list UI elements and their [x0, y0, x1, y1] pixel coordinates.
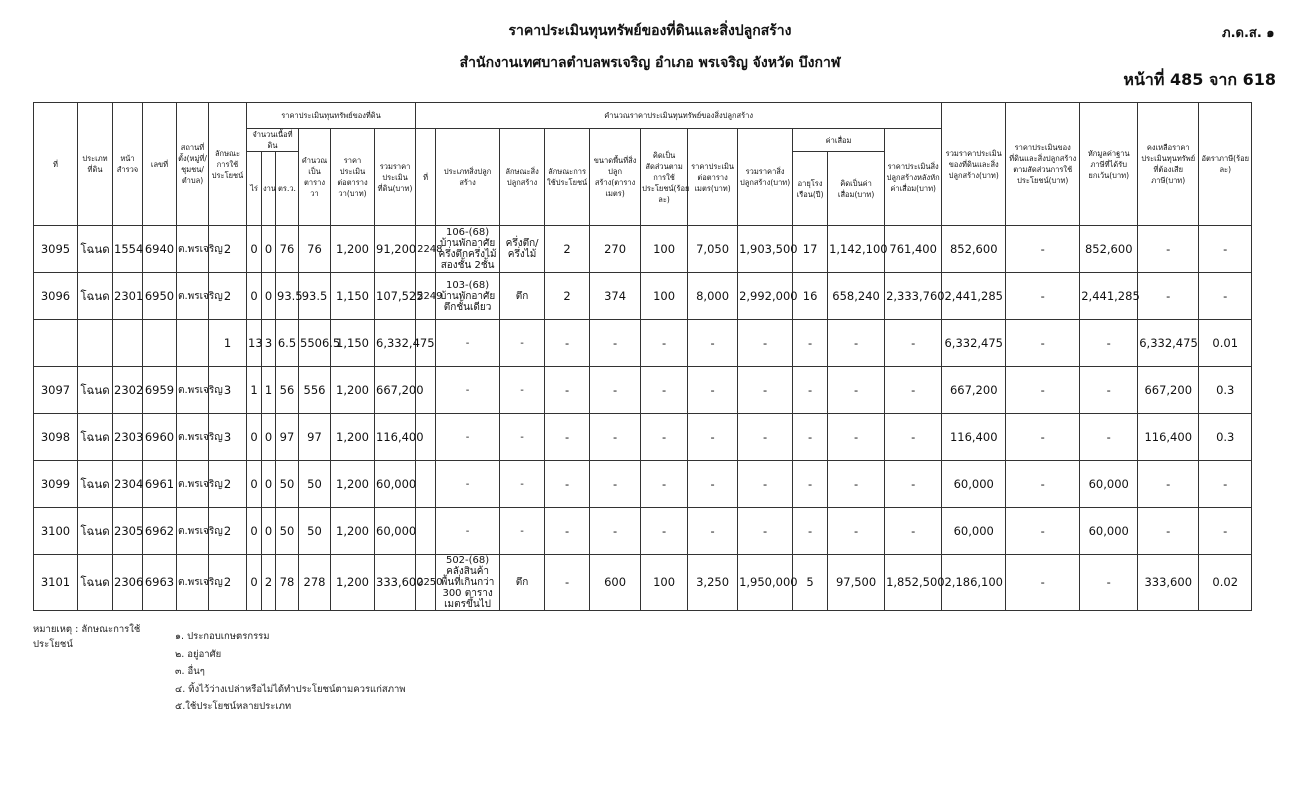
cell-bld-total: - — [738, 367, 793, 414]
cell-survey-page: 2301 — [113, 273, 143, 320]
cell-calc-wa: 5506.5 — [299, 320, 331, 367]
col-dep-amount: คิดเป็นค่าเสื่อม(บาท) — [828, 152, 885, 226]
cell-usage: 2 — [209, 461, 247, 508]
cell-dep-amount: - — [828, 508, 885, 555]
cell-doc-no: 6940 — [143, 226, 177, 273]
cell-bld-age: - — [793, 508, 828, 555]
cell-grand-total: 60,000 — [942, 508, 1006, 555]
cell-rai: 1 — [247, 367, 262, 414]
col-bld-age: อายุโรงเรือน(ปี) — [793, 152, 828, 226]
col-bld-usage: ลักษณะการใช้ประโยชน์ — [545, 129, 590, 226]
cell-rai: 0 — [247, 226, 262, 273]
table-row — [34, 367, 1299, 414]
cell-share-value: - — [1006, 461, 1080, 508]
cell-exempt: 60,000 — [1080, 461, 1138, 508]
cell-location: ต.พรเจริญ — [177, 461, 209, 508]
cell-share-value: - — [1006, 320, 1080, 367]
cell-grand-total: 852,600 — [942, 226, 1006, 273]
cell-rai: 0 — [247, 461, 262, 508]
cell-rai: 0 — [247, 508, 262, 555]
cell-doc-type: โฉนด — [78, 273, 113, 320]
cell-bld-kind: ตึก — [500, 273, 545, 320]
cell-exempt: 852,600 — [1080, 226, 1138, 273]
cell-no: 3097 — [34, 367, 78, 414]
col-doc-no: เลขที่ — [143, 103, 177, 226]
cell-land-total: 667,200 — [375, 367, 416, 414]
cell-land-total: 6,332,475 — [375, 320, 416, 367]
cell-dep-amount: - — [828, 414, 885, 461]
col-share-value: ราคาประเมินของที่ดินและสิ่งปลูกสร้างตามสัดส่วนการใช้ประโยชน์(บาท) — [1006, 103, 1080, 226]
col-bld-net: ราคาประเมินสิ่งปลูกสร้างหลังหักค่าเสื่อม(บาท) — [885, 129, 942, 226]
cell-grand-total: 116,400 — [942, 414, 1006, 461]
cell-bld-total: 1,903,500 — [738, 226, 793, 273]
cell-land-total: 333,600 — [375, 555, 416, 611]
cell-usage: 2 — [209, 273, 247, 320]
col-survey-page: หน้าสำรวจ — [113, 103, 143, 226]
cell-bld-usage: - — [545, 367, 590, 414]
cell-usage: 2 — [209, 555, 247, 611]
col-bld-kind: ลักษณะสิ่งปลูกสร้าง — [500, 129, 545, 226]
cell-no — [34, 320, 78, 367]
cell-taxable: - — [1138, 508, 1199, 555]
cell-land-total: 107,525 — [375, 273, 416, 320]
cell-doc-no — [143, 320, 177, 367]
cell-tax-rate: - — [1199, 461, 1252, 508]
cell-bld-no — [416, 508, 436, 555]
cell-bld-type: - — [436, 461, 500, 508]
col-bld-total: รวมราคาสิ่งปลูกสร้าง(บาท) — [738, 129, 793, 226]
cell-no: 3095 — [34, 226, 78, 273]
cell-doc-no: 6960 — [143, 414, 177, 461]
cell-bld-age: - — [793, 367, 828, 414]
cell-bld-usage: - — [545, 461, 590, 508]
group-land: ราคาประเมินทุนทรัพย์ของที่ดิน — [247, 103, 416, 129]
cell-price-per-wa: 1,200 — [331, 367, 375, 414]
col-grand-total: รวมราคาประเมินของที่ดินและสิ่งปลูกสร้าง(บาท) — [942, 103, 1006, 226]
cell-bld-kind: - — [500, 320, 545, 367]
col-bld-area: ขนาดพื้นที่สิ่งปลูกสร้าง(ตารางเมตร) — [590, 129, 641, 226]
cell-grand-total: 2,186,100 — [942, 555, 1006, 611]
col-location: สถานที่ตั้ง(หมู่ที่/ชุมชน/ตำบล) — [177, 103, 209, 226]
cell-tax-rate: - — [1199, 273, 1252, 320]
cell-dep-amount: - — [828, 320, 885, 367]
cell-bld-type: 502-(68) คลังสินค้า พื้นที่เกินกว่า 300 ตารางเมตรขึ้นไป — [436, 555, 500, 611]
note-item: ๕.ใช้ประโยชน์หลายประเภท — [175, 701, 292, 713]
cell-doc-type: โฉนด — [78, 508, 113, 555]
cell-bld-type: - — [436, 367, 500, 414]
table-row — [34, 320, 1299, 367]
cell-location: ต.พรเจริญ — [177, 226, 209, 273]
cell-ngan: 1 — [262, 367, 276, 414]
col-land-total: รวมราคาประเมินที่ดิน(บาท) — [375, 129, 416, 226]
cell-calc-wa: 93.5 — [299, 273, 331, 320]
cell-rai: 0 — [247, 273, 262, 320]
table-row — [34, 273, 1299, 320]
col-tax-rate: อัตราภาษี(ร้อยละ) — [1199, 103, 1252, 226]
cell-usage: 1 — [209, 320, 247, 367]
cell-survey-page: 2303 — [113, 414, 143, 461]
cell-bld-no: 2248 — [416, 226, 436, 273]
table-row — [34, 555, 1299, 611]
cell-dep-amount: 1,142,100 — [828, 226, 885, 273]
cell-land-total: 91,200 — [375, 226, 416, 273]
cell-doc-no: 6959 — [143, 367, 177, 414]
col-taxable: คงเหลือราคาประเมินทุนทรัพย์ที่ต้องเสียภาษี(บาท) — [1138, 103, 1199, 226]
cell-bld-net: - — [885, 414, 942, 461]
col-no: ที่ — [34, 103, 78, 226]
cell-bld-area: 270 — [590, 226, 641, 273]
cell-bld-kind: - — [500, 508, 545, 555]
cell-bld-total: - — [738, 414, 793, 461]
cell-bld-age: 17 — [793, 226, 828, 273]
cell-ngan: 0 — [262, 461, 276, 508]
cell-ngan: 0 — [262, 273, 276, 320]
cell-share-value: - — [1006, 555, 1080, 611]
cell-no: 3100 — [34, 508, 78, 555]
cell-bld-usage: 2 — [545, 273, 590, 320]
office-title: สำนักงานเทศบาลตำบลพรเจริญ อำเภอ พรเจริญ จังหวัด บึงกาฬ — [459, 55, 841, 71]
cell-bld-kind: - — [500, 414, 545, 461]
cell-taxable: - — [1138, 273, 1199, 320]
cell-bld-pct: - — [641, 320, 688, 367]
cell-wa: 50 — [276, 461, 299, 508]
cell-calc-wa: 50 — [299, 508, 331, 555]
cell-land-total: 116,400 — [375, 414, 416, 461]
cell-bld-net: 761,400 — [885, 226, 942, 273]
cell-no: 3098 — [34, 414, 78, 461]
cell-price-per-wa: 1,150 — [331, 273, 375, 320]
col-wa: ตร.ว. — [276, 152, 299, 226]
group-depreciation: ค่าเสื่อม — [793, 129, 885, 152]
cell-survey-page: 2305 — [113, 508, 143, 555]
cell-share-value: - — [1006, 367, 1080, 414]
cell-price-per-wa: 1,200 — [331, 555, 375, 611]
cell-bld-area: - — [590, 320, 641, 367]
note-item: ๒. อยู่อาศัย — [175, 648, 222, 660]
cell-bld-kind: - — [500, 367, 545, 414]
cell-no: 3099 — [34, 461, 78, 508]
col-price-per-wa: ราคาประเมินต่อตารางวา(บาท) — [331, 129, 375, 226]
cell-grand-total: 667,200 — [942, 367, 1006, 414]
cell-taxable: - — [1138, 226, 1199, 273]
table-row — [34, 414, 1299, 461]
cell-price-per-wa: 1,200 — [331, 414, 375, 461]
cell-location: ต.พรเจริญ — [177, 508, 209, 555]
cell-doc-type: โฉนด — [78, 367, 113, 414]
cell-doc-no: 6950 — [143, 273, 177, 320]
cell-bld-kind: - — [500, 461, 545, 508]
cell-calc-wa: 556 — [299, 367, 331, 414]
cell-location: ต.พรเจริญ — [177, 367, 209, 414]
cell-exempt: - — [1080, 367, 1138, 414]
cell-usage: 3 — [209, 367, 247, 414]
cell-bld-kind: ตึก — [500, 555, 545, 611]
cell-bld-net: - — [885, 320, 942, 367]
cell-bld-age: - — [793, 414, 828, 461]
cell-grand-total: 2,441,285 — [942, 273, 1006, 320]
cell-bld-usage: 2 — [545, 226, 590, 273]
cell-bld-total: 1,950,000 — [738, 555, 793, 611]
cell-ngan: 0 — [262, 414, 276, 461]
cell-bld-type: 103-(68) บ้านพักอาศัยตึกชั้นเดียว — [436, 273, 500, 320]
cell-bld-no: 2249 — [416, 273, 436, 320]
col-doc-type: ประเภทที่ดิน — [78, 103, 113, 226]
col-calc-wa: คำนวณเป็นตารางวา — [299, 129, 331, 226]
cell-bld-usage: - — [545, 555, 590, 611]
cell-bld-price-sqm: 3,250 — [688, 555, 738, 611]
cell-price-per-wa: 1,200 — [331, 508, 375, 555]
group-building: คำนวณราคาประเมินทุนทรัพย์ของสิ่งปลูกสร้าง — [416, 103, 942, 129]
cell-calc-wa: 76 — [299, 226, 331, 273]
cell-wa: 50 — [276, 508, 299, 555]
cell-bld-area: 374 — [590, 273, 641, 320]
cell-dep-amount: 97,500 — [828, 555, 885, 611]
cell-bld-total: - — [738, 461, 793, 508]
group-area: จำนวนเนื้อที่ดิน — [247, 129, 299, 152]
cell-bld-usage: - — [545, 414, 590, 461]
cell-bld-pct: - — [641, 367, 688, 414]
cell-tax-rate: 0.3 — [1199, 367, 1252, 414]
cell-bld-price-sqm: 7,050 — [688, 226, 738, 273]
cell-exempt: - — [1080, 320, 1138, 367]
cell-survey-page: 2304 — [113, 461, 143, 508]
cell-doc-type: โฉนด — [78, 226, 113, 273]
assessment-table — [33, 102, 1299, 611]
cell-doc-type — [78, 320, 113, 367]
cell-tax-rate: - — [1199, 508, 1252, 555]
cell-doc-type: โฉนด — [78, 414, 113, 461]
col-bld-pct: คิดเป็นสัดส่วนตามการใช้ประโยชน์(ร้อยละ) — [641, 129, 688, 226]
cell-bld-price-sqm: - — [688, 367, 738, 414]
cell-bld-type: - — [436, 508, 500, 555]
cell-taxable: 333,600 — [1138, 555, 1199, 611]
cell-ngan: 3 — [262, 320, 276, 367]
cell-wa: 56 — [276, 367, 299, 414]
cell-bld-net: - — [885, 508, 942, 555]
table-body — [34, 226, 1299, 611]
table-row — [34, 226, 1299, 273]
cell-wa: 6.5 — [276, 320, 299, 367]
cell-bld-area: 600 — [590, 555, 641, 611]
cell-bld-area: - — [590, 367, 641, 414]
cell-rai: 0 — [247, 555, 262, 611]
cell-no: 3096 — [34, 273, 78, 320]
cell-bld-price-sqm: - — [688, 508, 738, 555]
note-item: ๔. ทิ้งไว้ว่างเปล่าหรือไม่ได้ทำประโยชน์ตามควรแก่สภาพ — [175, 683, 406, 695]
cell-rai: 13 — [247, 320, 262, 367]
col-exempt: หักมูลค่าฐานภาษีที่ได้รับยกเว้น(บาท) — [1080, 103, 1138, 226]
cell-bld-usage: - — [545, 508, 590, 555]
cell-survey-page: 2306 — [113, 555, 143, 611]
cell-taxable: 667,200 — [1138, 367, 1199, 414]
cell-bld-no: 2250 — [416, 555, 436, 611]
cell-bld-pct: - — [641, 508, 688, 555]
notes-label: หมายเหตุ : ลักษณะการใช้ประโยชน์ — [33, 623, 141, 650]
cell-rai: 0 — [247, 414, 262, 461]
cell-tax-rate: - — [1199, 226, 1252, 273]
cell-wa: 97 — [276, 414, 299, 461]
cell-bld-pct: - — [641, 461, 688, 508]
page-number: หน้าที่ 485 จาก 618 — [1123, 70, 1276, 89]
cell-location: ต.พรเจริญ — [177, 555, 209, 611]
cell-survey-page: 2302 — [113, 367, 143, 414]
table-header — [34, 103, 1299, 226]
col-bld-no: ที่ — [416, 129, 436, 226]
cell-wa: 93.5 — [276, 273, 299, 320]
cell-bld-pct: 100 — [641, 273, 688, 320]
cell-price-per-wa: 1,200 — [331, 226, 375, 273]
cell-bld-price-sqm: - — [688, 414, 738, 461]
cell-calc-wa: 50 — [299, 461, 331, 508]
cell-ngan: 2 — [262, 555, 276, 611]
cell-share-value: - — [1006, 226, 1080, 273]
cell-doc-no: 6963 — [143, 555, 177, 611]
cell-doc-no: 6962 — [143, 508, 177, 555]
col-rai: ไร่ — [247, 152, 262, 226]
form-code: ภ.ด.ส. ๑ — [1222, 26, 1275, 41]
note-item: ๓. อื่นๆ — [175, 666, 205, 678]
table-row — [34, 508, 1299, 555]
cell-grand-total: 6,332,475 — [942, 320, 1006, 367]
cell-bld-type: - — [436, 320, 500, 367]
cell-price-per-wa: 1,200 — [331, 461, 375, 508]
cell-bld-age: - — [793, 461, 828, 508]
cell-bld-area: - — [590, 508, 641, 555]
cell-bld-pct: 100 — [641, 226, 688, 273]
cell-bld-kind: ครึ่งตึก/ครึ่งไม้ — [500, 226, 545, 273]
table-row — [34, 461, 1299, 508]
cell-location — [177, 320, 209, 367]
cell-tax-rate: 0.3 — [1199, 414, 1252, 461]
note-item: ๑. ประกอบเกษตรกรรม — [175, 631, 270, 643]
cell-land-total: 60,000 — [375, 461, 416, 508]
cell-exempt: - — [1080, 414, 1138, 461]
cell-tax-rate: 0.02 — [1199, 555, 1252, 611]
cell-bld-usage: - — [545, 320, 590, 367]
notes-section — [33, 623, 406, 716]
cell-exempt: - — [1080, 555, 1138, 611]
cell-bld-age: - — [793, 320, 828, 367]
cell-location: ต.พรเจริญ — [177, 414, 209, 461]
cell-exempt: 2,441,285 — [1080, 273, 1138, 320]
cell-ngan: 0 — [262, 508, 276, 555]
cell-exempt: 60,000 — [1080, 508, 1138, 555]
cell-price-per-wa: 1,150 — [331, 320, 375, 367]
cell-bld-net: 1,852,500 — [885, 555, 942, 611]
cell-wa: 78 — [276, 555, 299, 611]
cell-location: ต.พรเจริญ — [177, 273, 209, 320]
cell-bld-area: - — [590, 461, 641, 508]
cell-bld-net: 2,333,760 — [885, 273, 942, 320]
cell-bld-total: 2,992,000 — [738, 273, 793, 320]
cell-share-value: - — [1006, 414, 1080, 461]
cell-dep-amount: - — [828, 461, 885, 508]
cell-bld-age: 5 — [793, 555, 828, 611]
cell-no: 3101 — [34, 555, 78, 611]
cell-usage: 2 — [209, 508, 247, 555]
cell-bld-price-sqm: 8,000 — [688, 273, 738, 320]
cell-calc-wa: 278 — [299, 555, 331, 611]
cell-dep-amount: - — [828, 367, 885, 414]
cell-survey-page — [113, 320, 143, 367]
cell-bld-area: - — [590, 414, 641, 461]
col-bld-price-sqm: ราคาประเมินต่อตารางเมตร(บาท) — [688, 129, 738, 226]
cell-bld-no — [416, 461, 436, 508]
cell-calc-wa: 97 — [299, 414, 331, 461]
cell-taxable: - — [1138, 461, 1199, 508]
cell-bld-pct: 100 — [641, 555, 688, 611]
col-ngan: งาน — [262, 152, 276, 226]
cell-share-value: - — [1006, 273, 1080, 320]
col-bld-type: ประเภทสิ่งปลูกสร้าง — [436, 129, 500, 226]
cell-bld-type: 106-(68) บ้านพักอาศัยครึ่งตึกครึ่งไม้สองชั้น 2ชั้น — [436, 226, 500, 273]
cell-bld-total: - — [738, 320, 793, 367]
cell-land-total: 60,000 — [375, 508, 416, 555]
cell-bld-pct: - — [641, 414, 688, 461]
cell-dep-amount: 658,240 — [828, 273, 885, 320]
cell-doc-type: โฉนด — [78, 461, 113, 508]
cell-bld-price-sqm: - — [688, 320, 738, 367]
cell-bld-net: - — [885, 367, 942, 414]
cell-bld-age: 16 — [793, 273, 828, 320]
document-title: ราคาประเมินทุนทรัพย์ของที่ดินและสิ่งปลูกสร้าง — [508, 23, 792, 39]
cell-taxable: 6,332,475 — [1138, 320, 1199, 367]
cell-bld-total: - — [738, 508, 793, 555]
cell-tax-rate: 0.01 — [1199, 320, 1252, 367]
cell-bld-type: - — [436, 414, 500, 461]
cell-usage: 3 — [209, 414, 247, 461]
cell-survey-page: 1554 — [113, 226, 143, 273]
col-usage: ลักษณะการใช้ประโยชน์ — [209, 103, 247, 226]
cell-bld-price-sqm: - — [688, 461, 738, 508]
cell-doc-type: โฉนด — [78, 555, 113, 611]
cell-usage: 2 — [209, 226, 247, 273]
cell-wa: 76 — [276, 226, 299, 273]
cell-doc-no: 6961 — [143, 461, 177, 508]
cell-bld-net: - — [885, 461, 942, 508]
cell-share-value: - — [1006, 508, 1080, 555]
cell-taxable: 116,400 — [1138, 414, 1199, 461]
cell-ngan: 0 — [262, 226, 276, 273]
cell-grand-total: 60,000 — [942, 461, 1006, 508]
